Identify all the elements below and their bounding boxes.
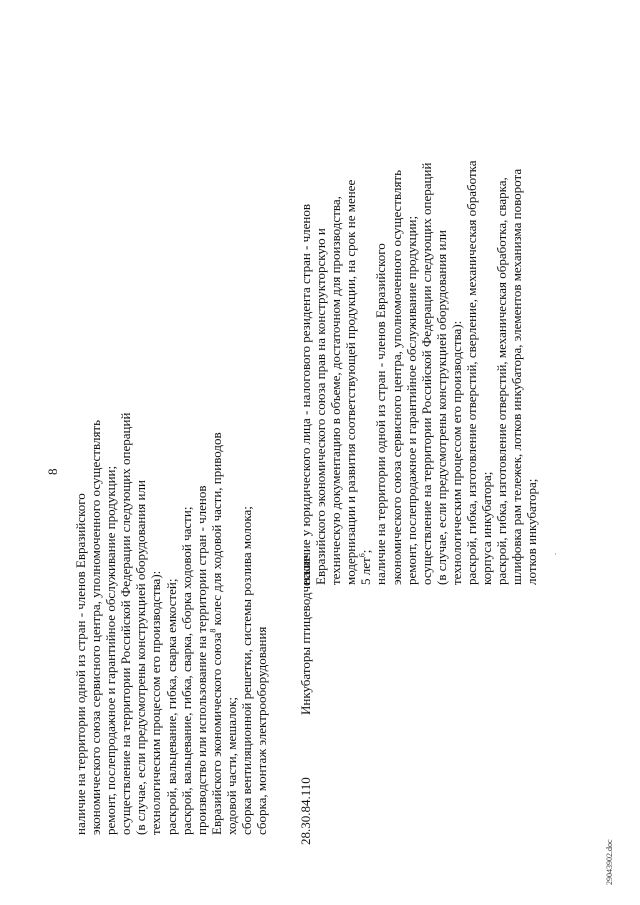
row1-line: ходовой части, мешалок; <box>223 696 239 835</box>
row2-line: раскрой, гибка, изготовление отверстий, механическая обработка, сварка, <box>494 177 510 585</box>
row1-line: наличие на территории одной из стран - членов Евразийского <box>73 493 88 835</box>
doc-footer: 29043902.doc <box>605 839 614 885</box>
row1-line: ремонт, послепродажное и гарантийное обслуживание продукции; <box>103 465 119 835</box>
row2-line: техническую документацию в объеме, достаточном для производства, <box>328 196 344 585</box>
row2-line: наличие у юридического лица - налогового резидента стран - членов <box>298 203 313 585</box>
row2-line: наличие на территории одной из стран - членов Евразийского <box>373 243 389 585</box>
row1-line: осуществление на территории Российской Федерации следующих операций <box>118 412 134 835</box>
row1-line: экономического союза сервисного центра, уполномоченного осуществлять <box>88 419 104 835</box>
row2-code: 28.30.84.110 <box>298 777 313 845</box>
row2-line: раскрой, гибка, изготовление отверстий, сверление, механическая обработка <box>464 160 480 585</box>
row1-line <box>209 235 224 835</box>
scan-speck <box>555 553 556 555</box>
row2-line: Евразийского экономического союза прав на конструкторскую и <box>313 228 329 585</box>
row1-requirements <box>73 235 269 835</box>
row2-line <box>358 125 373 585</box>
row1-line: (в случае, если предусмотрены конструкцией оборудования или <box>133 480 149 835</box>
row2-line: лотков инкубатора; <box>524 478 540 585</box>
footnote-8: 8 <box>208 628 218 633</box>
row2-line-tail: ; <box>358 549 374 554</box>
row1-line: производство или использование на территории стран - членов <box>193 485 209 835</box>
row2-line: корпуса инкубатора; <box>479 471 495 585</box>
row2-line: модернизации и развития соответствующей продукции, на срок не менее <box>343 179 359 585</box>
row2-line: технологическим процессом его производства): <box>448 320 464 585</box>
row1-line: раскрой, вальцевание, гибка, сварка емкостей; <box>163 578 179 835</box>
row2-line: экономического союза сервисного центра, уполномоченного осуществлять <box>388 169 404 585</box>
row1-line: раскрой, вальцевание, гибка, сварка, сборка ходовой части; <box>178 506 194 835</box>
row1-line-text: Евразийского экономического союза <box>208 632 224 835</box>
row1-line-tail: колес для ходовой части, приводов <box>208 432 224 629</box>
row1-line: технологическим процессом его производства): <box>148 570 164 835</box>
row1-line: сборка вентиляционной решетки, системы розлива молока; <box>239 506 255 835</box>
footnote-6: 6 <box>358 553 368 558</box>
row2-line: шлифовка рам тележек, лотков инкубатора, элементов механизма поворота <box>509 168 525 585</box>
row2-requirements <box>298 125 540 845</box>
row2-name: Инкубаторы птицеводческие <box>298 555 313 715</box>
row2-line: (в случае, если предусмотрены конструкцией оборудования или <box>433 230 449 585</box>
page-number: 8 <box>45 468 60 475</box>
row1-line: сборка, монтаж электрооборудования <box>254 626 270 835</box>
row2-line: осуществление на территории Российской Федерации следующих операций <box>418 162 434 585</box>
row2-line: ремонт, послепродажное и гарантийное обслуживание продукции; <box>403 215 419 585</box>
row2-line-text: 5 лет <box>358 557 374 585</box>
